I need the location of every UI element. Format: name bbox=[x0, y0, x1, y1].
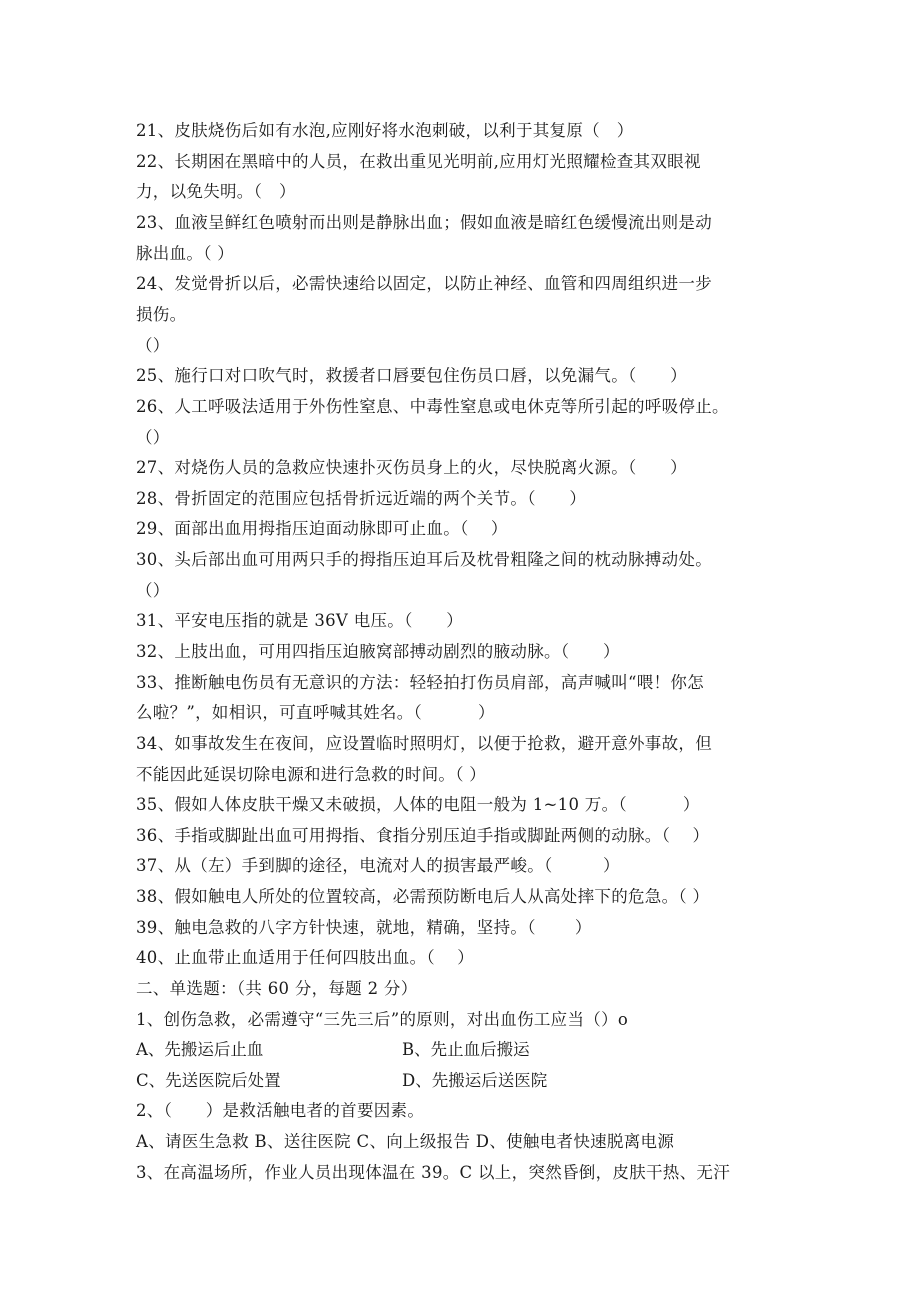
question-40: 40、止血带止血适用于任何四肢出血。（ ） bbox=[136, 948, 475, 967]
question-21: 21、皮肤烧伤后如有水泡,应刚好将水泡刺破，以利于其复原（ ） bbox=[136, 121, 634, 140]
section-heading: 二、单选题：（共 60 分，每题 2 分） bbox=[136, 979, 418, 998]
question-39: 39、触电急救的八字方针快速，就地，精确，坚持。（ ） bbox=[136, 918, 592, 937]
question-33: 33、推断触电伤员有无意识的方法：轻轻拍打伤员肩部，高声喊叫“喂！你怎 bbox=[136, 673, 704, 692]
question-27: 27、对烧伤人员的急救应快速扑灭伤员身上的火，尽快脱离火源。（ ） bbox=[136, 458, 687, 477]
question-34-cont: 不能因此延误切除电源和进行急救的时间。（ ） bbox=[136, 765, 487, 784]
answer-blank: （） bbox=[136, 581, 170, 600]
question-23: 23、血液呈鲜红色喷射而出则是静脉出血；假如血液是暗红色缓慢流出则是动 bbox=[136, 213, 712, 232]
mc-question-1-option-c: C、先送医院后处置 bbox=[136, 1071, 281, 1090]
question-32: 32、上肢出血，可用四指压迫腋窝部搏动剧烈的腋动脉。（ ） bbox=[136, 642, 620, 661]
question-30: 30、头后部出血可用两只手的拇指压迫耳后及枕骨粗隆之间的枕动脉搏动处。 bbox=[136, 550, 712, 569]
answer-blank: （） bbox=[136, 336, 170, 355]
question-23-cont: 脉出血。（ ） bbox=[136, 244, 235, 263]
question-22-cont: 力，以免失明。（ ） bbox=[136, 182, 296, 201]
question-36: 36、手指或脚趾出血可用拇指、食指分别压迫手指或脚趾两侧的动脉。（ ） bbox=[136, 826, 710, 845]
question-26: 26、人工呼吸法适用于外伤性窒息、中毒性窒息或电休克等所引起的呼吸停止。 bbox=[136, 397, 729, 416]
question-34: 34、如事故发生在夜间，应设置临时照明灯，以便于抢救，避开意外事故，但 bbox=[136, 734, 712, 753]
question-25: 25、施行口对口吹气时，救援者口唇要包住伤员口唇，以免漏气。（ ） bbox=[136, 366, 687, 385]
question-24-cont: 损伤。 bbox=[136, 305, 187, 324]
mc-question-2: 2、（ ）是救活触电者的首要因素。 bbox=[136, 1101, 425, 1120]
question-31: 31、平安电压指的就是 36V 电压。（ ） bbox=[136, 611, 464, 630]
question-38: 38、假如触电人所处的位置较高，必需预防断电后人从高处摔下的危急。（ ） bbox=[136, 887, 710, 906]
question-28: 28、骨折固定的范围应包括骨折远近端的两个关节。（ ） bbox=[136, 489, 587, 508]
question-29: 29、面部出血用拇指压迫面动脉即可止血。（ ） bbox=[136, 519, 508, 538]
mc-question-1: 1、创伤急救，必需遵守“三先三后”的原则，对出血伤工应当（）o bbox=[136, 1010, 629, 1029]
question-35: 35、假如人体皮肤干燥又未破损，人体的电阻一般为 1~10 万。（ ） bbox=[136, 795, 700, 814]
mc-question-1-option-d: D、先搬运后送医院 bbox=[402, 1071, 548, 1090]
question-33-cont: 么啦？”，如相识，可直呼喊其姓名。（ ） bbox=[136, 703, 495, 722]
mc-question-2-options: A、请医生急救 B、送往医院 C、向上级报告 D、使触电者快速脱离电源 bbox=[136, 1132, 675, 1151]
question-24: 24、发觉骨折以后，必需快速给以固定，以防止神经、血管和四周组织进一步 bbox=[136, 274, 712, 293]
question-22: 22、长期困在黑暗中的人员，在救出重见光明前,应用灯光照耀检查其双眼视 bbox=[136, 152, 701, 171]
mc-question-1-option-b: B、先止血后搬运 bbox=[402, 1040, 530, 1059]
answer-blank: （） bbox=[136, 428, 170, 447]
mc-question-1-option-a: A、先搬运后止血 bbox=[136, 1040, 264, 1059]
mc-question-3: 3、在高温场所，作业人员出现体温在 39。C 以上，突然昏倒，皮肤干热、无汗 bbox=[136, 1163, 731, 1182]
question-37: 37、从（左）手到脚的途径，电流对人的损害最严峻。（ ） bbox=[136, 856, 620, 875]
